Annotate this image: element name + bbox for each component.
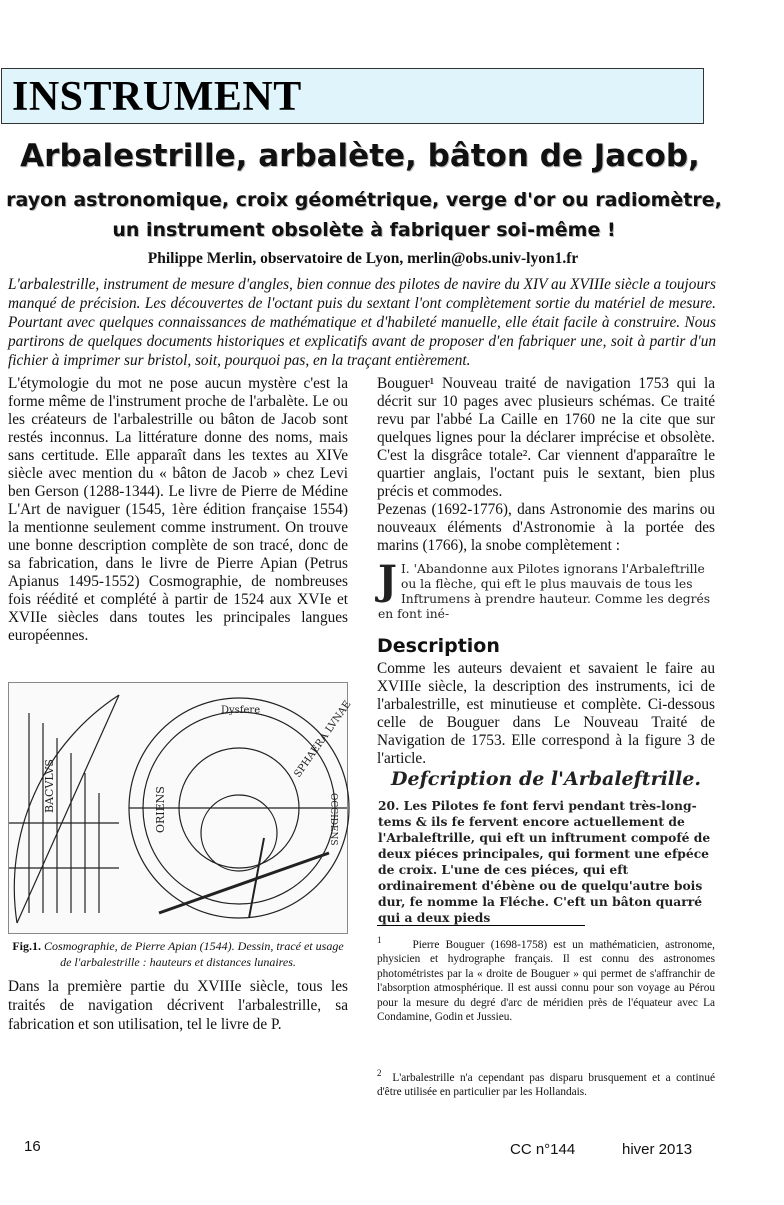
footnote-2 (377, 1066, 715, 1100)
fig-label-oriens: ORIENS (154, 786, 167, 833)
footnote-separator (377, 925, 585, 926)
quote-drop-cap: J (378, 557, 397, 604)
figure-engraving (9, 683, 354, 933)
figure-caption (8, 938, 348, 970)
figure-caption-label: Fig.1. (12, 939, 42, 953)
article-title: Arbalestrille, arbalète, bâton de Jacob, (20, 138, 700, 174)
author-line: Philippe Merlin, observatoire de Lyon, merlin@obs.univ-lyon1.fr (147, 250, 579, 267)
footnote-1-text: Pierre Bouguer (1698-1758) est un mathématicien, astronome, physicien et hydrographe français. Il est connu des astronomes photométristes par la « droite de Bouguer » qui permet de s'affranchir de l'absorption atmosphérique. Il est aussi connu pour son voyage au Pérou pour la mesure du degré d'arc de méridien près de l'équateur avec La Condamine, Godin et Jussieu. (377, 938, 715, 1024)
intro-paragraph: L'étymologie du mot ne pose aucun mystère c'est la forme même de l'instrument proche de l'arbalète. Le ou les créateurs de l'arbalestrille ou bâton de Jacob sont restés inconnus. La littérature donne des noms, mais sans certitude. Elle apparaît dans les textes au XIVe siècle avec mention du « bâton de Jacob » chez Levi ben Gerson (1288-1344). Le livre de Pierre de Médine L'Art de naviguer (1545, 1ère édition française 1554) la mentionne seulement comme instrument. On trouve une bonne description complète de son tracé, donc de sa fabrication, dans le livre de Pierre Apian (Petrus Apianus 1495-1552) Cosmographie, de nombreuses fois réédité et complété à partir de 1524 aux XVIe et XVIIe siècles dans toutes les principales langues européennes. (8, 375, 348, 644)
pezenas-paragraph: Pezenas (1692-1776), dans Astronomie des marins ou nouveaux éléments d'Astronomie à la portée des marins (1766), la snobe complètement : (377, 501, 715, 554)
fig-label-sphaera: SPHAERA LVNAE (292, 699, 354, 780)
section-title: INSTRUMENT (12, 74, 302, 120)
footnote-2-number: 2 (377, 1068, 382, 1078)
issue-number: CC n°144 (510, 1141, 576, 1158)
figure-caption-text: Cosmographie, de Pierre Apian (1544). Dessin, tracé et usage de l'arbalestrille : hauteurs et distances lunaires. (41, 939, 344, 969)
right-column (377, 375, 715, 555)
footnote-2-text: L'arbalestrille n'a cependant pas disparu brusquement et a continué d'être utilisée en particulier par les Hollandais. (377, 1071, 715, 1099)
figure-cosmographie (8, 682, 354, 934)
abstract: L'arbalestrille, instrument de mesure d'angles, bien connue des pilotes de navire du XIV au XVIIIe siècle a toujours manqué de précision. Les découvertes de l'octant puis du sextant l'ont complètement sortie du matériel de mesure. Pourtant avec quelques connaissances de mathématique et d'habileté manuelle, elle était facile à construire. Nous partirons de quelques documents historiques et explicatifs avant de proposer d'en fabriquer une, soit à partir d'un fichier à imprimer sur bristol, soit, pourquoi pas, en la traçant entièrement. (8, 276, 716, 369)
description-heading: Description (377, 635, 500, 657)
quote-prefix: I. (400, 562, 410, 576)
description-paragraph: Comme les auteurs devaient et savaient le faire au XVIIIe siècle, la description des instruments, ici de l'arbalestrille, est minutieuse et complète. Ci-dessous celle de Bouguer dans Le Nouveau Traité de Navigation de 1753. Elle correspond à la figure 3 de l'article. (377, 660, 715, 767)
bouguer-description-scan (378, 768, 714, 925)
fig-label-occidens: OCCIDENS (328, 793, 338, 846)
fig-label-dysfere: Dysfere (221, 705, 261, 716)
issue-season: hiver 2013 (622, 1141, 693, 1158)
pezenas-quote-scan (378, 557, 712, 621)
bouguer-scan-title: Defcription de l'Arbaleftrille. (391, 768, 701, 790)
footnote-1 (377, 933, 715, 1025)
bouguer-paragraph: Bouguer¹ Nouveau traité de navigation 1753 qui la décrit sur 10 pages avec plusieurs schémas. Ce traité revu par l'abbé La Caille en 1760 ne la cite que sur quelques lignes pour la déclarer imprécise et obsolète. C'est la disgrâce totale². Car viennent d'apparaître le quartier anglais, l'octant puis le sextant, bien plus précis et commodes. (377, 375, 715, 500)
left-bottom-paragraph: Dans la première partie du XVIIIe siècle, tous les traités de navigation décrivent l'arbalestrille, sa fabrication et son utilisation, tel le livre de P. (8, 978, 348, 1033)
subtitle-line-2: un instrument obsolète à fabriquer soi-même ! (112, 219, 616, 241)
page-number: 16 (24, 1138, 41, 1155)
footnote-1-number: 1 (377, 935, 382, 945)
section-banner (1, 68, 704, 124)
left-column (8, 375, 348, 645)
fig-label-baculus: BACVLVS (43, 759, 56, 813)
quote-text: 'Abandonne aux Pilotes ignorans l'Arbaleftrille ou la flèche, qui eft le plus mauvais de tous les Inftrumens à prendre hauteur. Comme les degrés en font iné- (378, 562, 711, 621)
subtitle-line-1: rayon astronomique, croix géométrique, verge d'or ou radiomètre, (6, 189, 722, 211)
bouguer-scan-text: 20. Les Pilotes fe font fervi pendant très-long-tems & ils fe fervent encore actuellement de l'Arbaleftrille, qui eft un inftrument compofé de deux piéces principales, qui forment une efpéce de croix. L'une de ces piéces, qui eft ordinairement d'ébène ou de quelqu'autre bois dur, fe nomme la Fléche. C'eft un bâton quarré qui a deux pieds (378, 798, 711, 925)
article-subtitle (0, 185, 728, 245)
